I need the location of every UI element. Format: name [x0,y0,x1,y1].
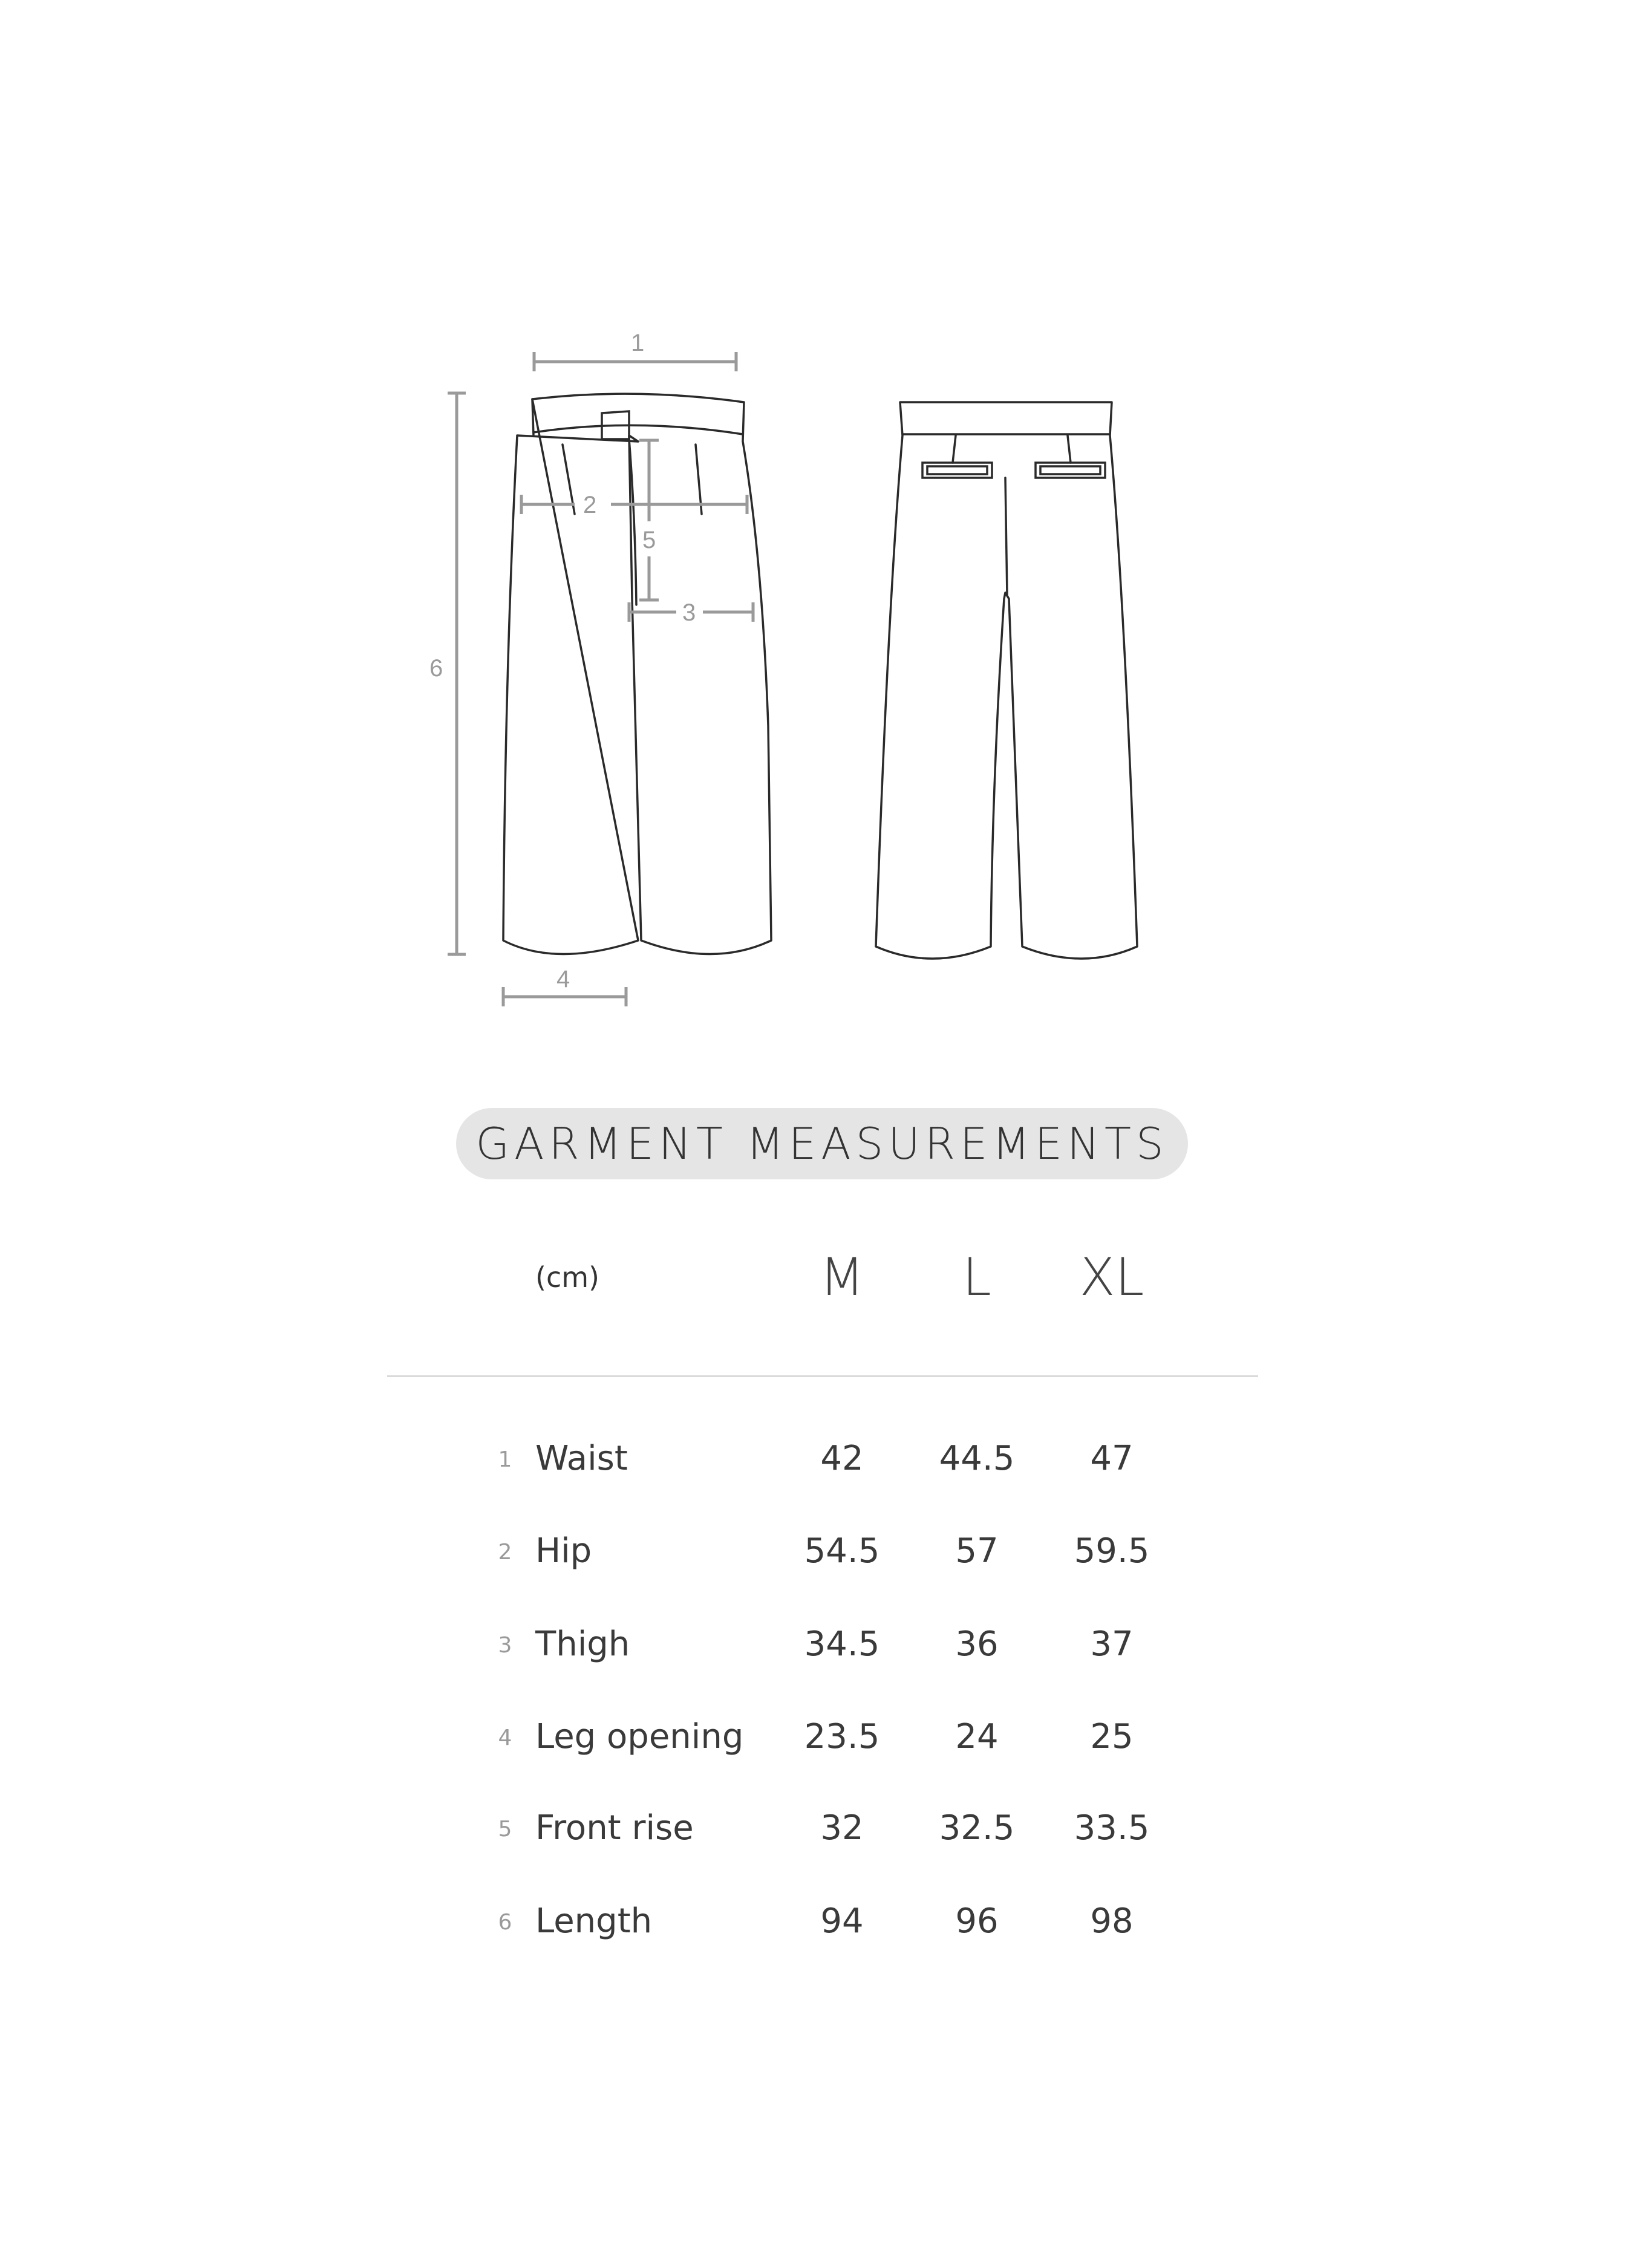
page-title: GARMENT MEASUREMENTS [475,1118,1169,1169]
row-label: Front rise [535,1808,694,1848]
dimension-label-4: 4 [556,966,570,992]
size-header-l: L [962,1247,991,1308]
row-number: 6 [498,1910,512,1935]
row-label: Waist [535,1439,628,1478]
value-m: 23.5 [804,1717,880,1756]
value-l: 57 [955,1531,999,1571]
value-xl: 37 [1090,1624,1134,1664]
table-row [0,1616,1638,1677]
size-header-m: M [819,1247,865,1308]
row-number: 1 [498,1447,512,1472]
table-row [0,1709,1638,1769]
table-row [0,1430,1638,1491]
dimension-leg-opening [503,966,626,1006]
value-l: 36 [955,1624,999,1664]
dimension-label-5: 5 [642,527,656,553]
value-xl: 33.5 [1074,1808,1150,1848]
value-xl: 47 [1090,1439,1134,1478]
value-m: 94 [820,1901,864,1941]
unit-label: (cm) [535,1261,599,1294]
pants-front-view [503,394,771,954]
value-xl: 98 [1090,1901,1134,1941]
value-xl: 25 [1090,1717,1134,1756]
value-m: 34.5 [804,1624,880,1664]
dimension-label-3: 3 [682,599,696,626]
value-m: 32 [820,1808,864,1848]
value-xl: 59.5 [1074,1531,1150,1571]
dimension-length [429,393,466,954]
table-row [0,1523,1638,1583]
row-number: 4 [498,1725,512,1750]
title-pill [456,1108,1188,1179]
pants-back-view [876,402,1137,959]
dimension-label-2: 2 [583,492,597,518]
value-l: 24 [955,1717,999,1756]
row-label: Hip [535,1531,592,1571]
dimension-label-1: 1 [631,330,645,356]
row-number: 3 [498,1633,512,1658]
row-label: Thigh [535,1624,630,1664]
value-m: 54.5 [804,1531,880,1571]
table-row [0,1893,1638,1954]
table-row [0,1800,1638,1860]
row-number: 5 [498,1817,512,1842]
value-l: 96 [955,1901,999,1941]
row-label: Leg opening [535,1717,744,1756]
row-label: Length [535,1901,653,1941]
dimension-waist [534,330,736,371]
value-l: 32.5 [939,1808,1015,1848]
value-l: 44.5 [939,1439,1015,1478]
size-header-xl: XL [1079,1247,1144,1308]
dimension-label-6: 6 [429,655,443,682]
value-m: 42 [820,1439,864,1478]
row-number: 2 [498,1540,512,1565]
table-divider [387,1375,1258,1377]
pants-diagram [0,0,1638,1064]
